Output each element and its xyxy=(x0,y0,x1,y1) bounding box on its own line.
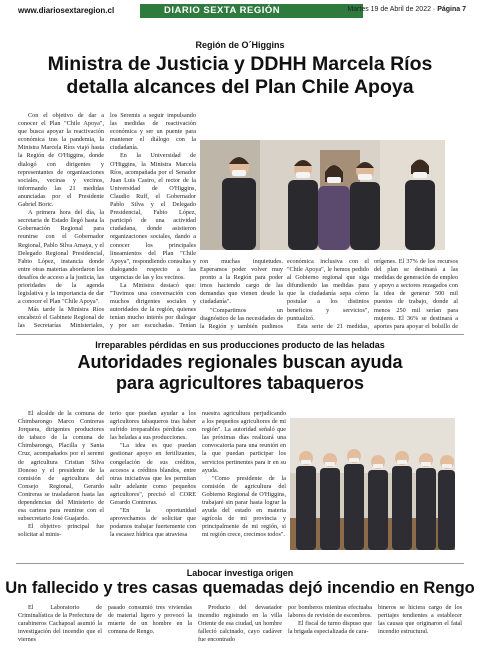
paragraph: El objetivo principal fue solicitar al minis- xyxy=(18,523,104,539)
article2-column-2 xyxy=(110,410,196,558)
paragraph: orígenes. El 37% de los recursos del plan se destinará a las medidas de generación de empleo y apoyo a sectores rezagados con la idea de generar 500 mil puestos de trabajo, donde al menos 250 mil serían para mujeres. El 36% se destinará a aportes para apoyar el bolsillo de xyxy=(374,258,458,330)
article1-column-5 xyxy=(374,258,458,330)
paragraph: "En la oportunidad aprovechamos de solicitar que podamos trabajar fuertemente con la escasez hídrica que atraviesa xyxy=(110,507,196,539)
article1-headline-line2: detalla alcances del Plan Chile Apoya xyxy=(66,76,414,98)
article3-column-5 xyxy=(378,604,462,666)
paragraph: A primera hora del día, la secretaria de Estado llegó hasta la Gobernación Regional para reunirse con el Gobernador Regional, Pablo Silva Amaya, y el Delegado Regional Presidencial, Fabio López, instancia donde entre otras materias abordaron los desafíos de acceso a la justicia, las prioridades de la agenda legislativa y la importancia de dar a conocer el Plan "Chile Apoya". xyxy=(18,209,104,306)
section-divider xyxy=(16,334,464,335)
paragraph: El alcalde de la comuna de Chimbarongo Marco Contreras Jorquera, dirigentes productores de tabaco de la comuna de Chimbarongo, Placilla y Santa Cruz, acompañados por el seremi de agricultura Cristian Silva Donoso y el presidente de la comisión de agricultura del Consejo Regional, Gerardo Contreras se trasladaron hasta las dependencias del Ministerio de esa cartera para reunirse con el subsecretario José Guajardo. xyxy=(18,410,104,523)
article2-column-1 xyxy=(18,410,104,558)
article2-headline-line2: para agricultores tabaqueros xyxy=(115,373,365,393)
article1-photo xyxy=(200,140,445,250)
page-number: Página 7 xyxy=(437,6,466,13)
article2-headline-line1: Autoridades regionales buscan ayuda xyxy=(77,352,403,372)
paragraph: los Seremis a seguir impulsando las medidas de reactivación económica y ser un puente para mantener el diálogo con la ciudadanía. xyxy=(110,112,196,152)
paragraph: pasado consumió tres viviendas de material ligero y provocó la muerte de un hombre en la comuna de Rengo. xyxy=(108,604,192,636)
paragraph: Con el objetivo de dar a conocer el Plan "Chile Apoya", que busca apoyar la reactivación económica tras la pandemia, la Ministra Marcela Ríos viajó hasta la Región de O'Higgins, donde dialogó con dirigentes y representantes de organizaciones sociales, vecinas y vecinos, informando las 21 medidas anunciadas por el Presidente Gabriel Boric. xyxy=(18,112,104,209)
site-url[interactable]: www.diariosextaregion.cl xyxy=(18,6,115,15)
paragraph: por bomberos mientras efectuaba labores de revisión de escombros. xyxy=(288,604,372,620)
article3-column-4 xyxy=(288,604,372,666)
paragraph: Más tarde la Ministra Ríos encabezó el Gabinete Regional de las Secretarías Ministeriales, xyxy=(18,306,104,330)
paragraph: El fiscal de turno dispuso que la brigada especializada de cara- xyxy=(288,620,372,636)
article1-column-1 xyxy=(18,112,104,330)
paragraph: Esta serie de 21 medidas, xyxy=(297,322,369,330)
paragraph: "Como presidente de la comisión de agricultura del Gobierno Regional de O'Higgins, trabajaré sin parar hasta lograr la ayuda del estado en materia agrícola de mi provincia y principalmente de mi región, si mi región crece, crecimos todos". xyxy=(202,474,286,539)
section-banner xyxy=(140,4,363,18)
section-title: DIARIO SEXTA REGIÓN xyxy=(164,5,281,16)
article3-headline: Un fallecido y tres casas quemadas dejó incendio en Rengo xyxy=(5,579,475,597)
paragraph: "Compartimos un diagnóstico de las necesidades de la Región y también pudimos xyxy=(200,306,283,330)
paragraph: El Laboratorio de Criminalística de la Prefectura de carabineros Cachapoal asumió la investigación del incendio que el viernes xyxy=(18,604,102,644)
article3-column-2 xyxy=(108,604,192,666)
paragraph: La Ministra destacó que: "Tuvimos una conversación con muchos dirigentes sociales y autoridades de la región, quienes tenían mucho interés por dialogar y por ser escuchadas. Tenían xyxy=(110,281,196,330)
article2-column-3 xyxy=(202,410,286,558)
article1-headline-line1: Ministra de Justicia y DDHH Marcela Ríos xyxy=(47,53,433,75)
article1-kicker: Región de O´Higgins xyxy=(195,40,285,50)
date-text: Martes 19 de Abril de 2022 · xyxy=(347,6,438,13)
paragraph: terio que puedan ayudar a los agricultores tabaqueros tras haber sufrido irreparables pérdidas con las heladas a sus producciones. xyxy=(110,410,196,442)
article3-column-3 xyxy=(198,604,282,666)
page-header xyxy=(0,0,480,22)
article2-kicker: Irreparables pérdidas en sus producciones producto de las heladas xyxy=(95,340,385,350)
article1-column-2 xyxy=(110,112,196,330)
article3-kicker: Labocar investiga origen xyxy=(186,568,294,578)
article1-column-4 xyxy=(287,258,369,330)
paragraph: bineros se hiciera cargo de los peritajes tendientes a establecer las causas que originaron el fatal incendio estructural. xyxy=(378,604,462,636)
paragraph: nuestra agricultura perjudicando a los pequeños agricultores de mi región". La autoridad señaló que las próximas días realizará una convocatoria para una reunión en la que puedan participar los servicios pertinentes para ir en su ayuda. xyxy=(202,410,286,474)
section-divider xyxy=(16,563,464,564)
paragraph: "La idea es que puedan gestionar apoyo en fertilizantes, congelación de sus créditos, accesos a créditos blandos, entre otras iniciativas que les permitan salir adelante como pequeños agricultores", precisó el CORE Gerardo Contreras. xyxy=(110,442,196,507)
paragraph: En la Universidad de O'Higgins, la Ministra Marcela Ríos, acompañada por el Senador Juan Luis Castro, el rector de la Universidad de O'Higgins, Claudio Ruff, el Gobernador Pablo Silva y el Delegado Presidencial, Fabio López, participó de una actividad ciudadana, donde asistieron organizaciones sociales, dando a conocer los principales lineamientos del Plan "Chile Apoya", respondiendo consultas y dialogando respecto a las urgencias de las y los vecinos. xyxy=(110,152,196,281)
paragraph: ron muchas inquietudes. Esperamos poder volver muy pronto a la Región para poder irnos haciendo cargo de las demandas que vienen desde la ciudadanía". xyxy=(200,258,283,306)
article2-photo xyxy=(290,418,455,550)
article3-column-1 xyxy=(18,604,102,666)
paragraph: económica inclusiva con el "Chile Apoya", le hemos pedido al Gobierno regional que siga difundiendo las medidas para que la ciudadanía sepa cómo postular a los distintos beneficios y servicios", puntualizó. xyxy=(287,258,369,322)
issue-date xyxy=(347,6,466,13)
article1-column-3 xyxy=(200,258,283,330)
paragraph: Producto del devastador incendio registrado en la villa Oriente de esa ciudad, un hombre falleció calcinado, cayo cadáver fue encontrado xyxy=(198,604,282,644)
